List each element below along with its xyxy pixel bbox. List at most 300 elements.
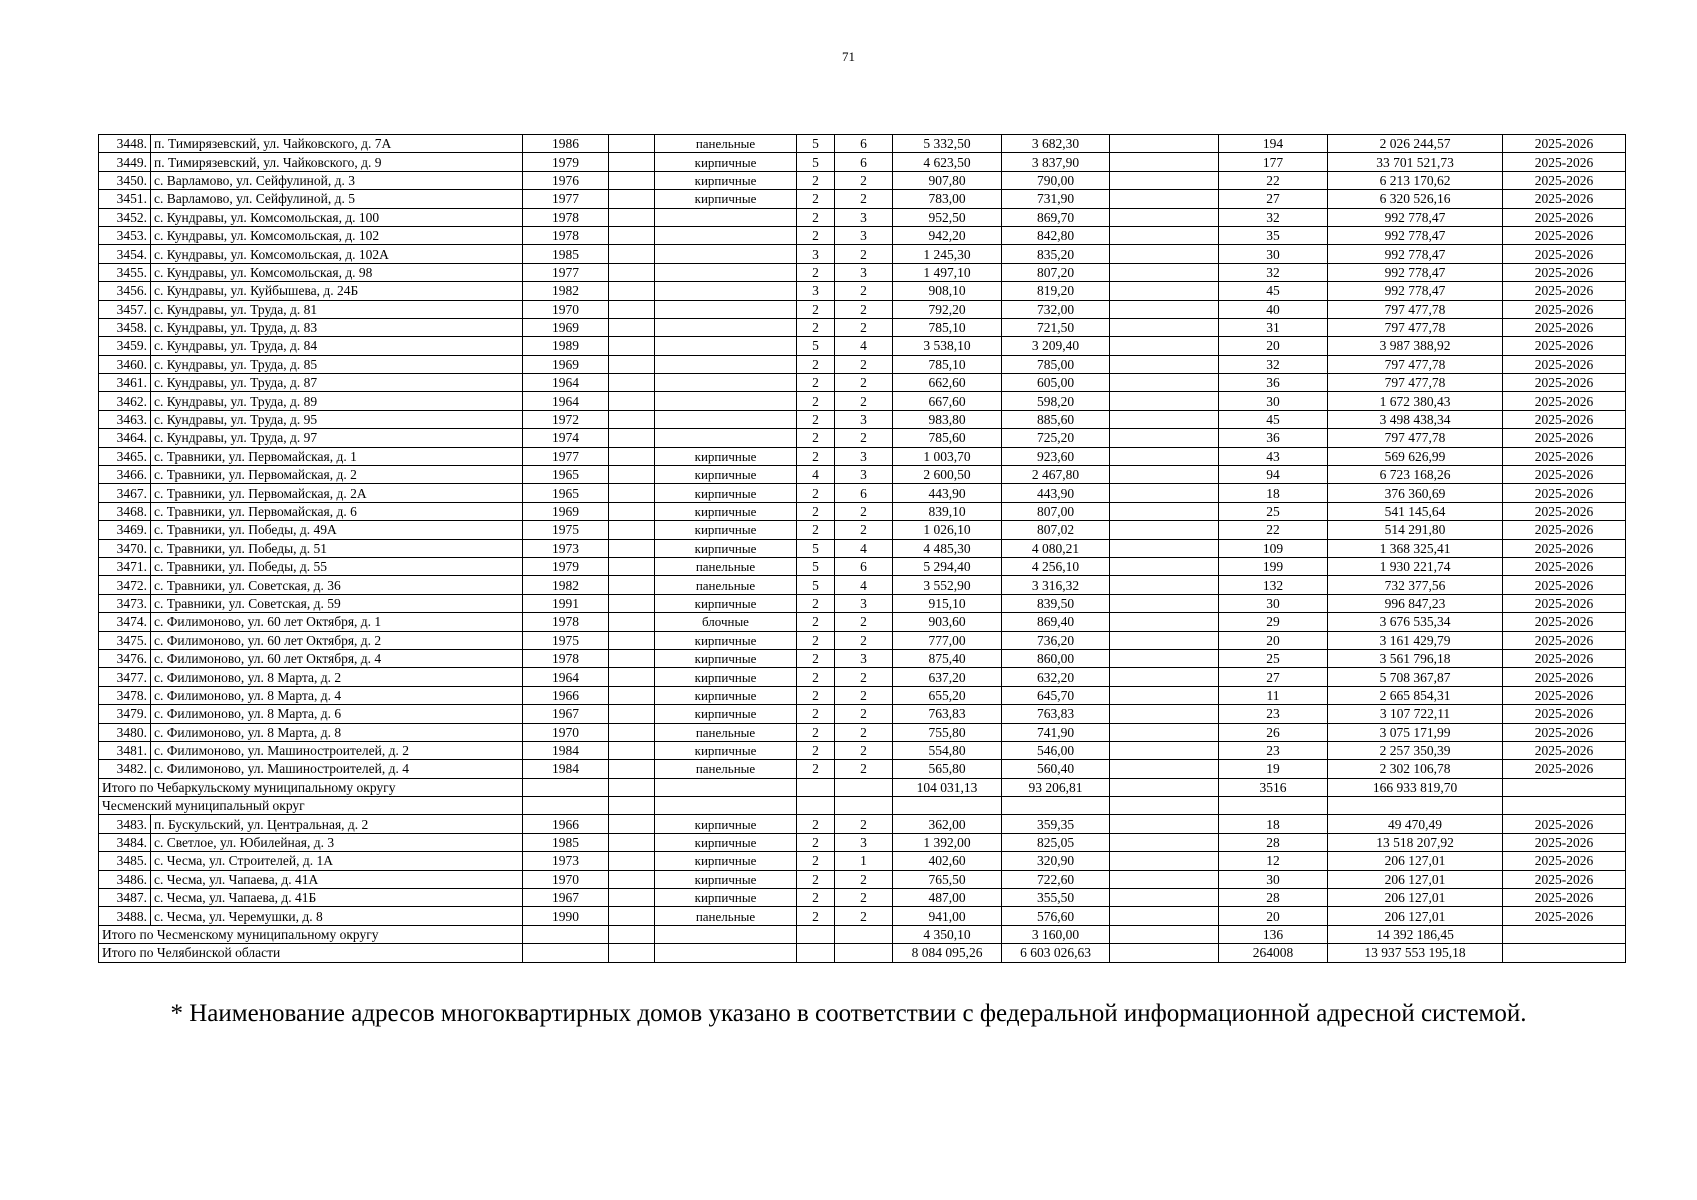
cell-col4 [609,429,655,447]
cell-col4 [609,263,655,281]
cell-floors: 2 [797,190,835,208]
cell-empty [655,944,797,962]
cell-floors: 2 [797,171,835,189]
cell-year: 1969 [523,502,609,520]
cell-period: 2025-2026 [1503,649,1626,667]
cell-area-total: 839,10 [893,502,1002,520]
cell-residents: 22 [1219,171,1328,189]
cell-empty [655,778,797,796]
cell-year: 1984 [523,760,609,778]
cell-number: 3457. [99,300,151,318]
cell-area-living: 839,50 [1002,594,1110,612]
cell-floors: 2 [797,815,835,833]
cell-empty [1503,797,1626,815]
table-row [99,410,1626,428]
cell-empty [797,925,835,943]
cell-residents: 20 [1219,631,1328,649]
cell-floors: 2 [797,741,835,759]
cell-cost: 992 778,47 [1328,263,1503,281]
cell-empty [1110,925,1219,943]
cell-number: 3474. [99,613,151,631]
cell-cost: 13 937 553 195,18 [1328,944,1503,962]
table-row [99,649,1626,667]
cell-cost: 3 075 171,99 [1328,723,1503,741]
cell-entrances: 4 [835,539,893,557]
cell-address: с. Травники, ул. Советская, д. 36 [151,576,523,594]
cell-material [655,429,797,447]
cell-cost: 3 987 388,92 [1328,337,1503,355]
cell-year: 1978 [523,208,609,226]
cell-area-total: 765,50 [893,870,1002,888]
cell-period: 2025-2026 [1503,852,1626,870]
cell-area-total: 763,83 [893,705,1002,723]
cell-year: 1978 [523,613,609,631]
cell-address: с. Травники, ул. Победы, д. 55 [151,557,523,575]
cell-col4 [609,502,655,520]
cell-period: 2025-2026 [1503,318,1626,336]
cell-number: 3482. [99,760,151,778]
cell-material: кирпичные [655,502,797,520]
cell-residents: 132 [1219,576,1328,594]
cell-number: 3470. [99,539,151,557]
cell-number: 3472. [99,576,151,594]
cell-area-living: 632,20 [1002,668,1110,686]
cell-period: 2025-2026 [1503,521,1626,539]
cell-period: 2025-2026 [1503,447,1626,465]
table-row [99,153,1626,171]
cell-floors: 2 [797,613,835,631]
cell-col10 [1110,760,1219,778]
cell-period: 2025-2026 [1503,208,1626,226]
table-row [99,723,1626,741]
cell-residents: 12 [1219,852,1328,870]
cell-col4 [609,576,655,594]
cell-number: 3461. [99,374,151,392]
cell-col4 [609,557,655,575]
table-row [99,318,1626,336]
cell-area-total: 655,20 [893,686,1002,704]
cell-number: 3475. [99,631,151,649]
cell-residents: 32 [1219,208,1328,226]
cell-area-living: 807,00 [1002,502,1110,520]
cell-number: 3463. [99,410,151,428]
cell-area-living: 721,50 [1002,318,1110,336]
cell-cost: 992 778,47 [1328,208,1503,226]
cell-entrances: 4 [835,576,893,594]
cell-area-living: 3 682,30 [1002,135,1110,153]
cell-cost: 992 778,47 [1328,282,1503,300]
cell-period: 2025-2026 [1503,374,1626,392]
cell-area-total: 875,40 [893,649,1002,667]
cell-year: 1979 [523,153,609,171]
cell-area-total: 952,50 [893,208,1002,226]
cell-area-total: 941,00 [893,907,1002,925]
cell-address: с. Филимоново, ул. Машиностроителей, д. 4 [151,760,523,778]
cell-col10 [1110,668,1219,686]
cell-number: 3452. [99,208,151,226]
cell-material [655,245,797,263]
cell-material: кирпичные [655,889,797,907]
cell-area-total: 3 538,10 [893,337,1002,355]
cell-col4 [609,889,655,907]
cell-material [655,355,797,373]
cell-cost: 5 708 367,87 [1328,668,1503,686]
cell-residents: 18 [1219,484,1328,502]
table-body [99,135,1626,963]
cell-empty [609,944,655,962]
cell-cost: 797 477,78 [1328,318,1503,336]
cell-number: 3473. [99,594,151,612]
cell-area-total: 908,10 [893,282,1002,300]
cell-col4 [609,760,655,778]
cell-residents: 36 [1219,374,1328,392]
cell-year: 1966 [523,686,609,704]
cell-col4 [609,135,655,153]
cell-area-total: 1 245,30 [893,245,1002,263]
cell-area-living: 598,20 [1002,392,1110,410]
cell-period: 2025-2026 [1503,870,1626,888]
cell-residents: 199 [1219,557,1328,575]
cell-period: 2025-2026 [1503,392,1626,410]
cell-cost: 797 477,78 [1328,374,1503,392]
table-row [99,705,1626,723]
cell-entrances: 6 [835,153,893,171]
cell-material: панельные [655,760,797,778]
cell-residents: 25 [1219,502,1328,520]
table-row [99,760,1626,778]
table-row [99,741,1626,759]
cell-number: 3460. [99,355,151,373]
cell-area-total: 1 497,10 [893,263,1002,281]
cell-material: кирпичные [655,815,797,833]
cell-residents: 27 [1219,668,1328,686]
cell-number: 3449. [99,153,151,171]
total-row [99,944,1626,962]
cell-number: 3477. [99,668,151,686]
cell-col4 [609,852,655,870]
cell-year: 1984 [523,741,609,759]
cell-entrances: 2 [835,282,893,300]
cell-period: 2025-2026 [1503,686,1626,704]
cell-entrances: 3 [835,833,893,851]
cell-material: кирпичные [655,870,797,888]
cell-empty [523,797,609,815]
cell-area-total: 785,10 [893,318,1002,336]
cell-residents: 31 [1219,318,1328,336]
cell-address: с. Светлое, ул. Юбилейная, д. 3 [151,833,523,851]
cell-material [655,392,797,410]
total-row [99,925,1626,943]
cell-floors: 2 [797,447,835,465]
cell-col4 [609,374,655,392]
cell-col10 [1110,631,1219,649]
cell-col4 [609,171,655,189]
cell-cost: 166 933 819,70 [1328,778,1503,796]
cell-period: 2025-2026 [1503,337,1626,355]
cell-col10 [1110,594,1219,612]
cell-col4 [609,907,655,925]
cell-floors: 2 [797,686,835,704]
cell-area-total: 565,80 [893,760,1002,778]
cell-residents: 28 [1219,833,1328,851]
cell-col4 [609,594,655,612]
table-row [99,594,1626,612]
cell-address: с. Кундравы, ул. Комсомольская, д. 102А [151,245,523,263]
cell-address: с. Травники, ул. Первомайская, д. 2 [151,466,523,484]
cell-area-total: 667,60 [893,392,1002,410]
cell-floors: 5 [797,337,835,355]
cell-residents: 28 [1219,889,1328,907]
cell-col4 [609,300,655,318]
cell-col10 [1110,374,1219,392]
cell-address: п. Бускульский, ул. Центральная, д. 2 [151,815,523,833]
cell-address: с. Филимоново, ул. 60 лет Октября, д. 4 [151,649,523,667]
cell-area-living: 869,70 [1002,208,1110,226]
cell-area-total: 1 026,10 [893,521,1002,539]
cell-area-total: 5 294,40 [893,557,1002,575]
cell-col4 [609,705,655,723]
cell-period: 2025-2026 [1503,300,1626,318]
cell-col10 [1110,852,1219,870]
cell-number: 3455. [99,263,151,281]
cell-residents: 3516 [1219,778,1328,796]
cell-area-living: 732,00 [1002,300,1110,318]
cell-floors: 5 [797,153,835,171]
cell-year: 1989 [523,337,609,355]
cell-material: кирпичные [655,741,797,759]
cell-area-living: 93 206,81 [1002,778,1110,796]
cell-area-total: 785,10 [893,355,1002,373]
cell-area-living: 819,20 [1002,282,1110,300]
table-row [99,815,1626,833]
cell-entrances: 2 [835,429,893,447]
table-row [99,870,1626,888]
cell-period: 2025-2026 [1503,668,1626,686]
cell-address: с. Чесма, ул. Чапаева, д. 41А [151,870,523,888]
cell-number: 3456. [99,282,151,300]
cell-col4 [609,668,655,686]
cell-col10 [1110,705,1219,723]
cell-residents: 32 [1219,263,1328,281]
table-row [99,263,1626,281]
cell-col4 [609,318,655,336]
table-row [99,852,1626,870]
cell-col4 [609,226,655,244]
cell-col4 [609,723,655,741]
cell-floors: 5 [797,576,835,594]
cell-address: с. Варламово, ул. Сейфулиной, д. 5 [151,190,523,208]
cell-period: 2025-2026 [1503,429,1626,447]
cell-year: 1970 [523,723,609,741]
cell-empty [797,944,835,962]
cell-empty [609,925,655,943]
cell-number: 3488. [99,907,151,925]
cell-area-living: 6 603 026,63 [1002,944,1110,962]
cell-col4 [609,631,655,649]
cell-cost: 3 161 429,79 [1328,631,1503,649]
cell-cost: 49 470,49 [1328,815,1503,833]
table-row [99,447,1626,465]
cell-address: с. Кундравы, ул. Труда, д. 95 [151,410,523,428]
cell-address: с. Филимоново, ул. 8 Марта, д. 4 [151,686,523,704]
cell-residents: 22 [1219,521,1328,539]
cell-period: 2025-2026 [1503,613,1626,631]
cell-year: 1985 [523,245,609,263]
cell-col4 [609,190,655,208]
cell-empty [797,797,835,815]
cell-floors: 2 [797,502,835,520]
cell-col10 [1110,907,1219,925]
cell-area-living: 785,00 [1002,355,1110,373]
cell-address: с. Филимоново, ул. Машиностроителей, д. 2 [151,741,523,759]
cell-entrances: 2 [835,668,893,686]
cell-year: 1967 [523,889,609,907]
table-row [99,226,1626,244]
cell-col10 [1110,741,1219,759]
cell-area-total: 907,80 [893,171,1002,189]
cell-col10 [1110,355,1219,373]
cell-col4 [609,282,655,300]
cell-number: 3467. [99,484,151,502]
cell-number: 3453. [99,226,151,244]
cell-area-living: 725,20 [1002,429,1110,447]
cell-area-living: 320,90 [1002,852,1110,870]
cell-residents: 45 [1219,282,1328,300]
cell-floors: 2 [797,760,835,778]
cell-col10 [1110,870,1219,888]
cell-col4 [609,245,655,263]
cell-cost: 2 257 350,39 [1328,741,1503,759]
cell-entrances: 2 [835,190,893,208]
cell-empty [893,797,1002,815]
cell-col4 [609,392,655,410]
cell-material [655,337,797,355]
cell-number: 3458. [99,318,151,336]
cell-area-living: 359,35 [1002,815,1110,833]
cell-period: 2025-2026 [1503,226,1626,244]
cell-cost: 3 561 796,18 [1328,649,1503,667]
cell-entrances: 2 [835,705,893,723]
cell-address: с. Кундравы, ул. Комсомольская, д. 100 [151,208,523,226]
cell-year: 1976 [523,171,609,189]
cell-area-total: 755,80 [893,723,1002,741]
cell-floors: 2 [797,833,835,851]
cell-col10 [1110,410,1219,428]
cell-cost: 541 145,64 [1328,502,1503,520]
cell-col10 [1110,245,1219,263]
cell-cost: 6 320 526,16 [1328,190,1503,208]
cell-cost: 206 127,01 [1328,889,1503,907]
cell-material: кирпичные [655,190,797,208]
cell-area-total: 1 003,70 [893,447,1002,465]
cell-entrances: 2 [835,889,893,907]
cell-year: 1964 [523,668,609,686]
cell-col10 [1110,226,1219,244]
cell-residents: 30 [1219,392,1328,410]
cell-empty [523,778,609,796]
cell-floors: 4 [797,466,835,484]
cell-period: 2025-2026 [1503,741,1626,759]
cell-empty [523,944,609,962]
cell-entrances: 3 [835,208,893,226]
cell-empty [797,778,835,796]
cell-area-total: 785,60 [893,429,1002,447]
cell-address: с. Кундравы, ул. Труда, д. 85 [151,355,523,373]
cell-area-total: 783,00 [893,190,1002,208]
cell-address: с. Кундравы, ул. Труда, д. 97 [151,429,523,447]
cell-address: с. Чесма, ул. Чапаева, д. 41Б [151,889,523,907]
cell-number: 3462. [99,392,151,410]
cell-cost: 569 626,99 [1328,447,1503,465]
cell-material [655,374,797,392]
cell-cost: 206 127,01 [1328,870,1503,888]
cell-cost: 206 127,01 [1328,852,1503,870]
cell-year: 1970 [523,870,609,888]
cell-period: 2025-2026 [1503,705,1626,723]
cell-empty [835,944,893,962]
cell-col10 [1110,502,1219,520]
cell-area-total: 637,20 [893,668,1002,686]
cell-address: с. Филимоново, ул. 8 Марта, д. 6 [151,705,523,723]
cell-number: 3450. [99,171,151,189]
cell-residents: 136 [1219,925,1328,943]
table-row [99,613,1626,631]
cell-empty [1503,778,1626,796]
cell-col4 [609,649,655,667]
cell-empty [1503,944,1626,962]
cell-col4 [609,355,655,373]
cell-floors: 2 [797,852,835,870]
cell-col10 [1110,282,1219,300]
cell-year: 1964 [523,392,609,410]
cell-floors: 2 [797,208,835,226]
cell-area-total: 792,20 [893,300,1002,318]
cell-area-living: 923,60 [1002,447,1110,465]
table-row [99,171,1626,189]
cell-number: 3469. [99,521,151,539]
cell-number: 3479. [99,705,151,723]
cell-area-total: 983,80 [893,410,1002,428]
cell-period: 2025-2026 [1503,907,1626,925]
cell-area-living: 741,90 [1002,723,1110,741]
cell-entrances: 2 [835,760,893,778]
cell-area-living: 4 080,21 [1002,539,1110,557]
table-row [99,521,1626,539]
cell-col10 [1110,889,1219,907]
table-row [99,300,1626,318]
cell-floors: 2 [797,484,835,502]
cell-col4 [609,447,655,465]
cell-floors: 2 [797,521,835,539]
cell-residents: 26 [1219,723,1328,741]
cell-col4 [609,208,655,226]
cell-address: с. Филимоново, ул. 8 Марта, д. 2 [151,668,523,686]
cell-year: 1973 [523,852,609,870]
cell-floors: 2 [797,410,835,428]
cell-period: 2025-2026 [1503,576,1626,594]
cell-area-living: 731,90 [1002,190,1110,208]
cell-cost: 1 930 221,74 [1328,557,1503,575]
cell-cost: 992 778,47 [1328,226,1503,244]
cell-material [655,208,797,226]
cell-floors: 2 [797,870,835,888]
cell-address: с. Чесма, ул. Черемушки, д. 8 [151,907,523,925]
cell-year: 1970 [523,300,609,318]
cell-entrances: 2 [835,392,893,410]
cell-number: 3476. [99,649,151,667]
cell-col10 [1110,190,1219,208]
cell-year: 1986 [523,135,609,153]
